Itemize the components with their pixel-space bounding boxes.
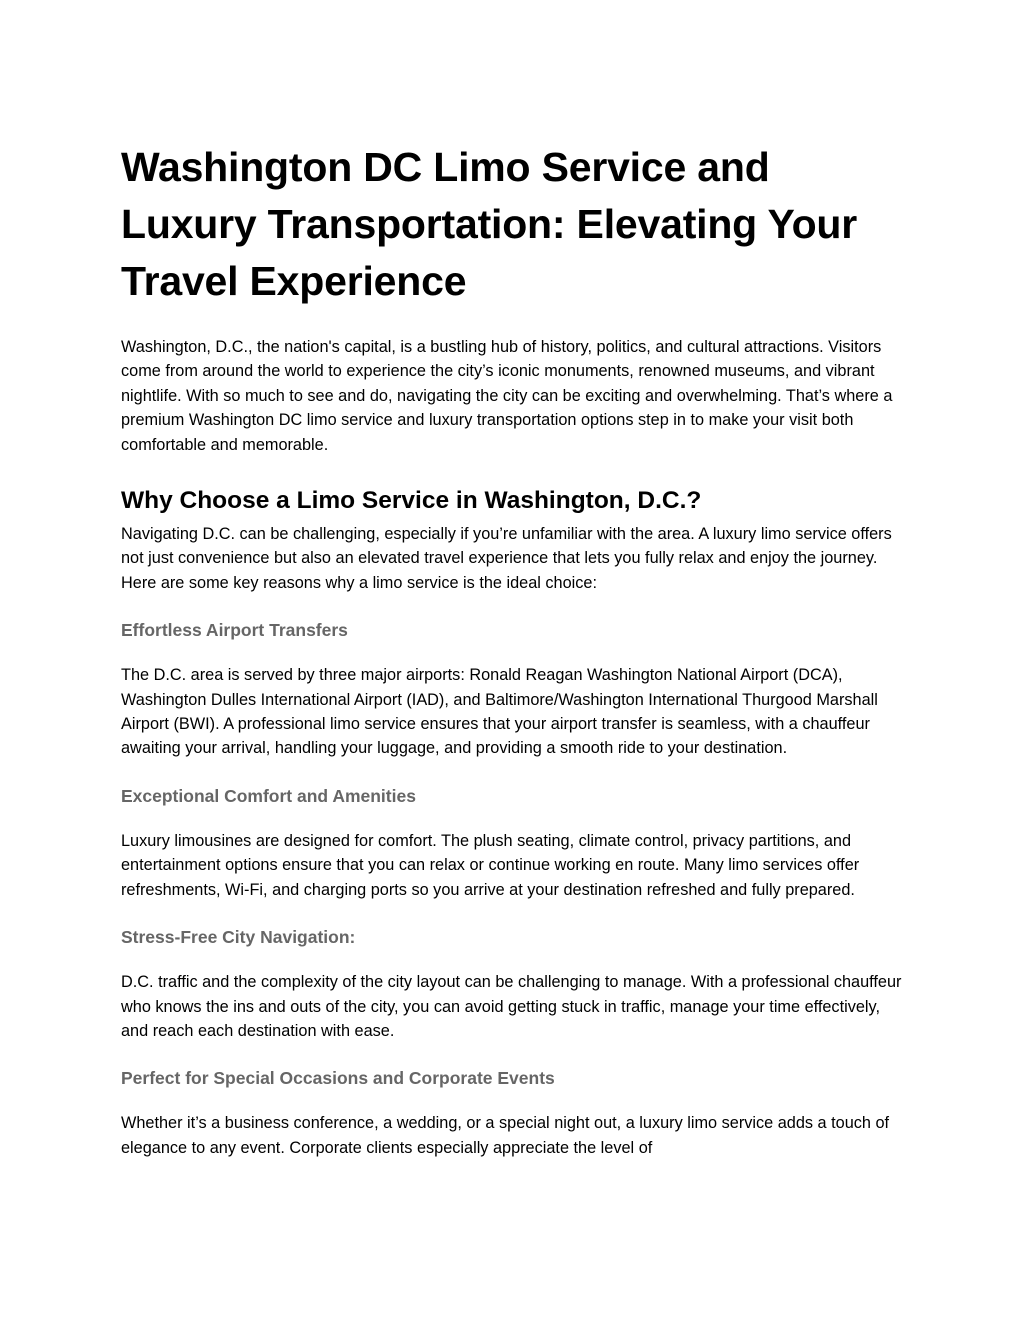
subsection-body-airport-transfers: The D.C. area is served by three major airports: Ronald Reagan Washington National Airport (DCA), Washington Dulles International Airport (IAD), and Baltimore/Washington International Thurgood Marshall Airport (BWI). A professional limo service ensures that your airport transfer is seamless, with a chauffeur awaiting your arrival, handling your luggage, and providing a smooth ride to your destination. bbox=[121, 666, 878, 758]
section-paragraph: Navigating D.C. can be challenging, especially if you’re unfamiliar with the area. A luxury limo service offers not just convenience but also an elevated travel experience that lets you fully relax and enjoy the journey. Here are some key reasons why a limo service is the ideal choice: bbox=[121, 525, 892, 592]
subsection-heading-special-occasions: Perfect for Special Occasions and Corporate Events bbox=[121, 1068, 555, 1089]
subsection-body-special-occasions: Whether it’s a business conference, a wedding, or a special night out, a luxury limo service adds a touch of elegance to any event. Corporate clients especially appreciate the level of bbox=[121, 1114, 890, 1157]
subsection-body-comfort-amenities: Luxury limousines are designed for comfort. The plush seating, climate control, privacy partitions, and entertainment options ensure that you can relax or continue working en route. Many limo services offer refreshments, Wi-Fi, and charging ports so you arrive at your destination refreshed and fully prepared. bbox=[121, 831, 860, 899]
subsection-heading-airport-transfers: Effortless Airport Transfers bbox=[121, 620, 348, 641]
document-page bbox=[121, 139, 911, 1160]
section-heading: Why Choose a Limo Service in Washington, D.C.? bbox=[121, 487, 702, 515]
page-title: Washington DC Limo Service and Luxury Transportation: Elevating Your Travel Experience bbox=[121, 144, 858, 304]
intro-paragraph: Washington, D.C., the nation's capital, is a bustling hub of history, politics, and cultural attractions. Visitors come from around the world to experience the city’s iconic monuments, renowned museums, and vibrant nightlife. With so much to see and do, navigating the city can be exciting and overwhelming. That’s where a premium Washington DC limo service and luxury transportation options step in to make your visit both comfortable and memorable. bbox=[121, 338, 893, 454]
subsection-heading-comfort-amenities: Exceptional Comfort and Amenities bbox=[121, 785, 416, 806]
subsection-heading-city-navigation: Stress-Free City Navigation: bbox=[121, 927, 356, 948]
subsection-body-city-navigation: D.C. traffic and the complexity of the city layout can be challenging to manage. With a professional chauffeur who knows the ins and outs of the city, you can avoid getting stuck in traffic, manage your time effectively, and reach each destination with ease. bbox=[121, 973, 902, 1040]
